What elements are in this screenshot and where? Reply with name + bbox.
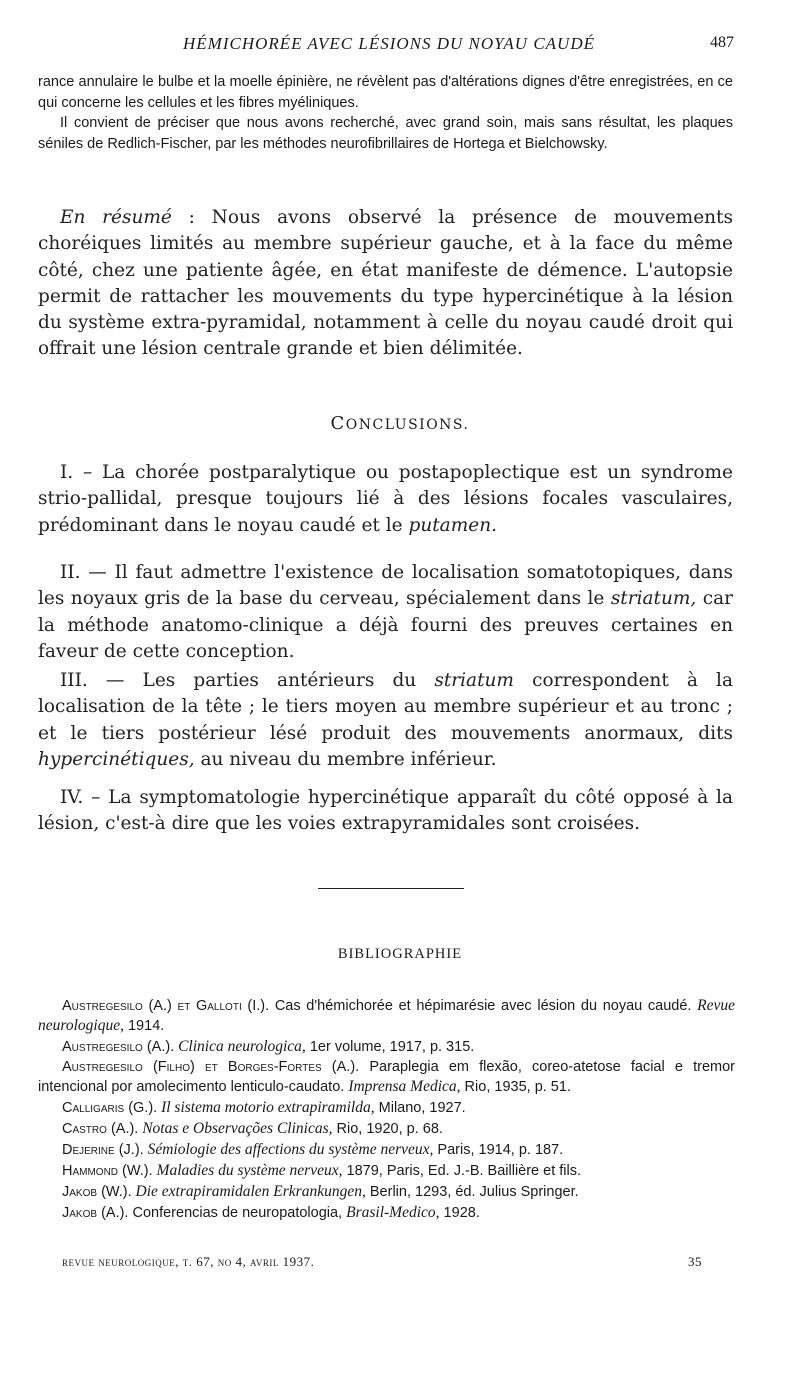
- entry-text: Rio, 1920, p. 68.: [332, 1121, 443, 1137]
- running-title: HÉMICHORÉE AVEC LÉSIONS DU NOYAU CAUDÉ: [183, 34, 595, 53]
- entry-author: Hammond (W.).: [62, 1163, 153, 1179]
- conclusion-text: III. — Les parties antérieurs du: [60, 670, 435, 691]
- entry-text: Conferencias de neuropatologia,: [128, 1205, 347, 1221]
- conclusion-text: au niveau du membre inférieur.: [194, 748, 497, 770]
- italic-term: hypercinétiques,: [38, 748, 195, 770]
- resume-text: : Nous avons observé la présence de mouvements choréiques limités au membre supérieur gauche, et à la face du même côté, chez une patiente âgée, en état manifeste de démence. L'autopsie permit de rattacher les mouvements du type hypercinétique à la lésion du système extra-pyramidal, notamment à celle du noyau caudé droit qui offrait une lésion centrale grande et bien délimitée.: [38, 207, 733, 360]
- entry-source: Revue neurologique,: [38, 997, 735, 1034]
- paragraph: rance annulaire le bulbe et la moelle épinière, ne révèlent pas d'altérations dignes d'être enregistrées, en ce qui concerne les cellules et les fibres myéliniques.: [38, 74, 733, 111]
- entry-source: Clinica neurologica,: [174, 1038, 306, 1055]
- entry-text: Cas d'hémichorée et hépimarésie avec lésion du noyau caudé.: [269, 998, 698, 1014]
- entry-text: Paris, 1914, p. 187.: [433, 1142, 564, 1158]
- running-header: [44, 34, 734, 58]
- bibliography-entry: [38, 1119, 735, 1139]
- conclusion-3: [38, 668, 733, 773]
- italic-term: putamen.: [408, 514, 497, 536]
- entry-text: Rio, 1935, p. 51.: [460, 1079, 571, 1095]
- bibliography-entry: [38, 1037, 735, 1057]
- entry-source: Die extrapiramidalen Erkrankungen,: [131, 1183, 366, 1200]
- heading-initial: C: [330, 413, 346, 434]
- resume-lead: En résumé: [60, 207, 172, 228]
- sheet-number: 35: [688, 1254, 702, 1269]
- entry-source: Brasil-Medico,: [346, 1204, 440, 1221]
- entry-source: Notas e Observações Clinicas,: [138, 1120, 333, 1137]
- bibliography-entry: [38, 1182, 735, 1202]
- bibliography-list: [38, 996, 735, 1224]
- entry-source: Imprensa Medica,: [348, 1078, 461, 1095]
- entry-author: Jakob (A.).: [62, 1205, 129, 1221]
- conclusion-text: car la méthode anatomo-clinique a déjà fourni des preuves certaines en faveur de cette conception.: [38, 588, 733, 662]
- entry-source: Maladies du système nerveux,: [152, 1162, 343, 1179]
- entry-text: 1879, Paris, Ed. J.-B. Baillière et fils.: [342, 1163, 582, 1179]
- entry-author: Jakob (W.).: [62, 1184, 132, 1200]
- bibliography-entry: [38, 1058, 735, 1097]
- entry-author: Dejerine (J.).: [62, 1142, 144, 1158]
- bibliography-entry: [38, 996, 735, 1036]
- section-divider: [318, 888, 464, 889]
- entry-text: Berlin, 1293, éd. Julius Springer.: [365, 1184, 579, 1200]
- conclusions-heading: [0, 413, 800, 434]
- bibliography-entry: [38, 1161, 735, 1181]
- entry-text: 1928.: [439, 1205, 480, 1221]
- conclusion-text: correspondent à la localisation de la tête ; le tiers moyen au membre supérieur et au tronc ; et le tiers postérieur lésé produit des mouvements anormaux, dits: [38, 670, 734, 744]
- conclusion-1: [38, 460, 733, 539]
- entry-text: 1er volume, 1917, p. 315.: [305, 1039, 475, 1055]
- entry-author: Austregesilo (Filho) et Borges-Fortes (A.).: [62, 1059, 360, 1075]
- paragraph: Il convient de préciser que nous avons recherché, avec grand soin, mais sans résultat, les plaques séniles de Redlich-Fischer, par les méthodes neurofibrillaires de Hortega et Bielchowsky.: [38, 115, 733, 152]
- italic-term: striatum: [434, 670, 514, 691]
- conclusion-text: IV. – La symptomatologie hypercinétique apparaît du côté opposé à la lésion, c'est-à dire que les voies extrapyramidales sont croisées.: [38, 787, 733, 835]
- entry-author: Calligaris (G.).: [62, 1100, 158, 1116]
- italic-term: striatum,: [610, 588, 697, 610]
- conclusion-4: [38, 785, 733, 838]
- conclusion-2: [38, 560, 733, 665]
- entry-text: 1914.: [123, 1018, 165, 1034]
- heading-rest: ONCLUSIONS.: [345, 417, 470, 433]
- entry-source: Il sistema motorio extrapiramilda,: [157, 1099, 375, 1116]
- bibliography-entry: [38, 1098, 735, 1118]
- page-number: 487: [710, 34, 734, 51]
- page-footer: [62, 1254, 702, 1274]
- entry-author: Austregesilo (A.) et Galloti (I.).: [62, 998, 270, 1014]
- top-text: [38, 72, 733, 154]
- journal-reference: revue neurologique, t. 67, no 4, avril 1937.: [62, 1254, 315, 1269]
- conclusion-text: I. – La chorée postparalytique ou postapoplectique est un syndrome strio-pallidal, presque toujours lié à des lésions focales vasculaires, prédominant dans le noyau caudé et le: [38, 462, 733, 536]
- bibliography-heading: BIBLIOGRAPHIE: [337, 946, 463, 962]
- entry-text: Paraplegia em flexão, coreo-atetose facial e tremor intencional por amolecimento lenticulo-caudato.: [38, 1059, 735, 1095]
- entry-author: Castro (A.).: [62, 1121, 139, 1137]
- bibliography-entry: [38, 1203, 735, 1223]
- entry-text: Milano, 1927.: [374, 1100, 466, 1116]
- conclusion-text: II. — Il faut admettre l'existence de localisation somatotopiques, dans les noyaux gris de la base du cerveau, spécialement dans le: [38, 562, 733, 610]
- entry-author: Austregesilo (A.).: [62, 1039, 175, 1055]
- bibliography-entry: [38, 1140, 735, 1160]
- entry-source: Sémiologie des affections du système nerveux,: [143, 1141, 434, 1158]
- resume-paragraph: [38, 205, 733, 363]
